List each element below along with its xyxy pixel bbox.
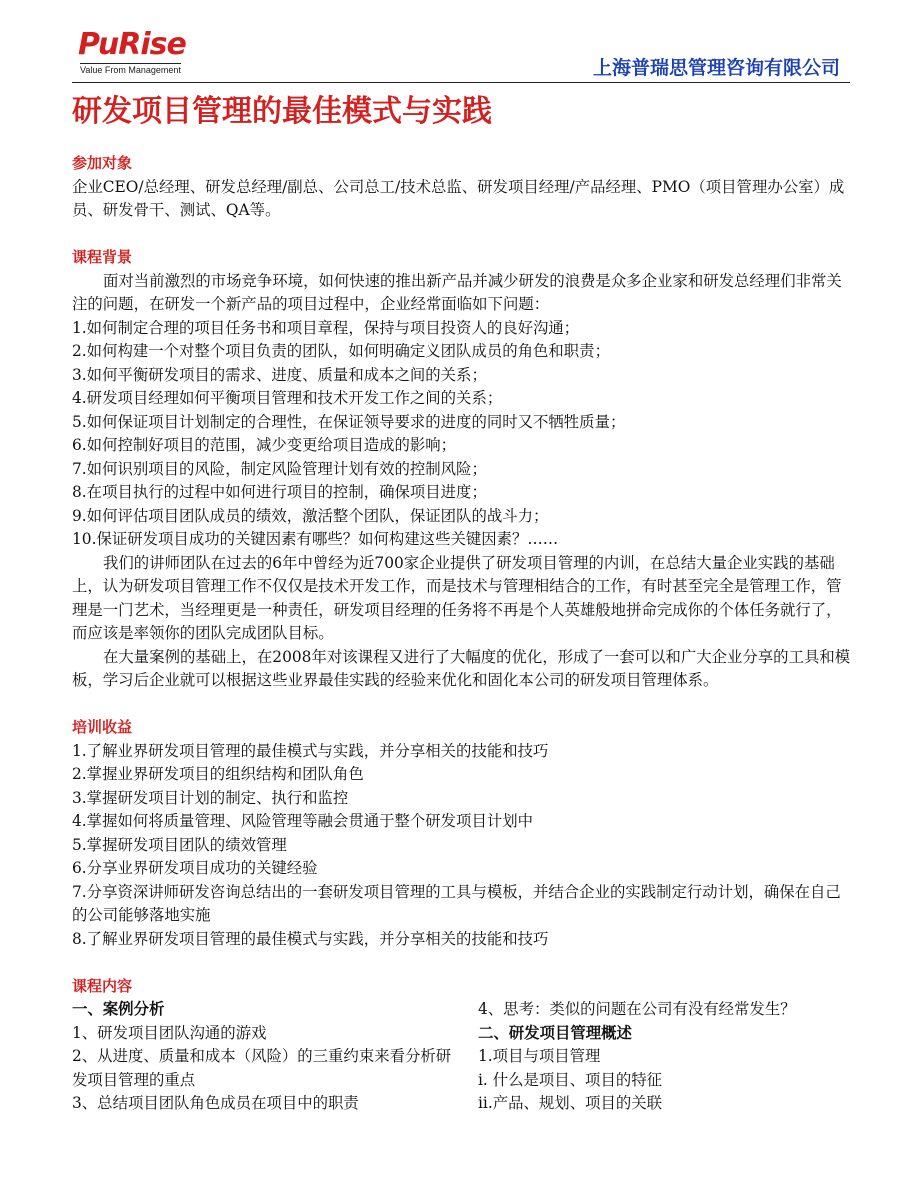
background-item: 9.如何评估项目团队成员的绩效，激活整个团队，保证团队的战斗力；: [72, 506, 549, 525]
audience-text: 企业CEO/总经理、研发总经理/副总、公司总工/技术总监、研发项目经理/产品经理、PMO（项目管理办公室）成员、研发骨干、测试、QA等。: [72, 177, 845, 219]
contents-columns: [72, 998, 852, 1118]
background-paragraph: 在大量案例的基础上，在2008年对该课程又进行了大幅度的优化，形成了一套可以和广大企业分享的工具和模板，学习后企业就可以根据这些业界最佳实践的经验来优化和固化本公司的研发项目管理体系。: [72, 647, 851, 689]
background-paragraph: 我们的讲师团队在过去的6年中曾经为近700家企业提供了研发项目管理的内训，在总结大量企业实践的基础上，认为研发项目管理工作不仅仅是技术开发工作，而是技术与管理相结合的工作，有时甚至完全是管理工作，管理是一门艺术，当经理更是一种责任，研发项目经理的任务将不再是个人英雄般地拼命完成你的个体任务就行了，而应该是率领你的团队完成团队目标。: [72, 553, 842, 642]
benefit-item: 8.了解业界研发项目管理的最佳模式与实践，并分享相关的技能和技巧: [72, 929, 549, 948]
contents-item: i. 什么是项目、项目的特征: [478, 1070, 663, 1089]
benefit-item: 5.掌握研发项目团队的绩效管理: [72, 835, 287, 854]
logo-tagline: Value From Management: [80, 65, 181, 75]
background-item: 6.如何控制好项目的范围，减少变更给项目造成的影响；: [72, 436, 457, 454]
contents-heading: 课程内容: [72, 976, 133, 995]
benefit-item: 4.掌握如何将质量管理、风险管理等融会贯通于整个研发项目计划中: [72, 812, 534, 830]
company-logo: [78, 27, 186, 76]
background-item: 8.在项目执行的过程中如何进行项目的控制，确保项目进度；: [72, 483, 487, 501]
document-body: [72, 152, 852, 1118]
background-item: 2.如何构建一个对整个项目负责的团队，如何明确定义团队成员的角色和职责；: [72, 342, 610, 360]
contents-item: 4、思考：类似的问题在公司有没有经常发生？: [478, 1000, 796, 1018]
contents-left-column: [72, 998, 452, 1116]
benefits-heading: 培训收益: [72, 718, 133, 736]
document-title: 研发项目管理的最佳模式与实践: [72, 94, 492, 129]
contents-subheading: 一、案例分析: [72, 1000, 165, 1018]
background-item: 10.保证研发项目成功的关键因素有哪些？如何构建这些关键因素？……: [72, 530, 559, 548]
background-item: 5.如何保证项目计划制定的合理性，在保证领导要求的进度的同时又不牺牲质量；: [72, 412, 626, 431]
background-item: 4.研发项目经理如何平衡项目管理和技术开发工作之间的关系；: [72, 389, 503, 407]
background-item: 7.如何识别项目的风险，制定风险管理计划有效的控制风险；: [72, 459, 487, 478]
background-item: 1.如何制定合理的项目任务书和项目章程，保持与项目投资人的良好沟通；: [72, 318, 580, 337]
background-intro: 面对当前激烈的市场竞争环境，如何快速的推出新产品并减少研发的浪费是众多企业家和研发总经理们非常关注的问题，在研发一个新产品的项目过程中，企业经常面临如下问题：: [72, 271, 842, 313]
contents-item: 1.项目与项目管理: [478, 1047, 601, 1065]
benefit-item: 1.了解业界研发项目管理的最佳模式与实践，并分享相关的技能和技巧: [72, 741, 549, 760]
header-divider: [72, 82, 850, 83]
benefit-item: 3.掌握研发项目计划的制定、执行和监控: [72, 788, 349, 807]
background-item: 3.如何平衡研发项目的需求、进度、质量和成本之间的关系；: [72, 365, 487, 384]
contents-item: 1、研发项目团队沟通的游戏: [72, 1023, 267, 1042]
benefit-item: 2.掌握业界研发项目的组织结构和团队角色: [72, 765, 364, 783]
logo-wordmark: PuRise: [78, 27, 186, 62]
company-name: 上海普瑞思管理咨询有限公司: [592, 57, 840, 79]
contents-subheading: 二、研发项目管理概述: [478, 1023, 632, 1042]
contents-item: 2、从进度、质量和成本（风险）的三重约束来看分析研发项目管理的重点: [72, 1047, 452, 1089]
benefit-item: 7.分享资深讲师研发咨询总结出的一套研发项目管理的工具与模板，并结合企业的实践制定行动计划，确保在自己的公司能够落地实施: [72, 882, 841, 924]
contents-item: ii.产品、规划、项目的关联: [478, 1094, 663, 1112]
background-heading: 课程背景: [72, 248, 133, 266]
contents-item: 3、总结项目团队角色成员在项目中的职责: [72, 1094, 359, 1112]
benefit-item: 6.分享业界研发项目成功的关键经验: [72, 859, 318, 877]
contents-right-column: [478, 998, 852, 1116]
audience-heading: 参加对象: [72, 154, 133, 172]
